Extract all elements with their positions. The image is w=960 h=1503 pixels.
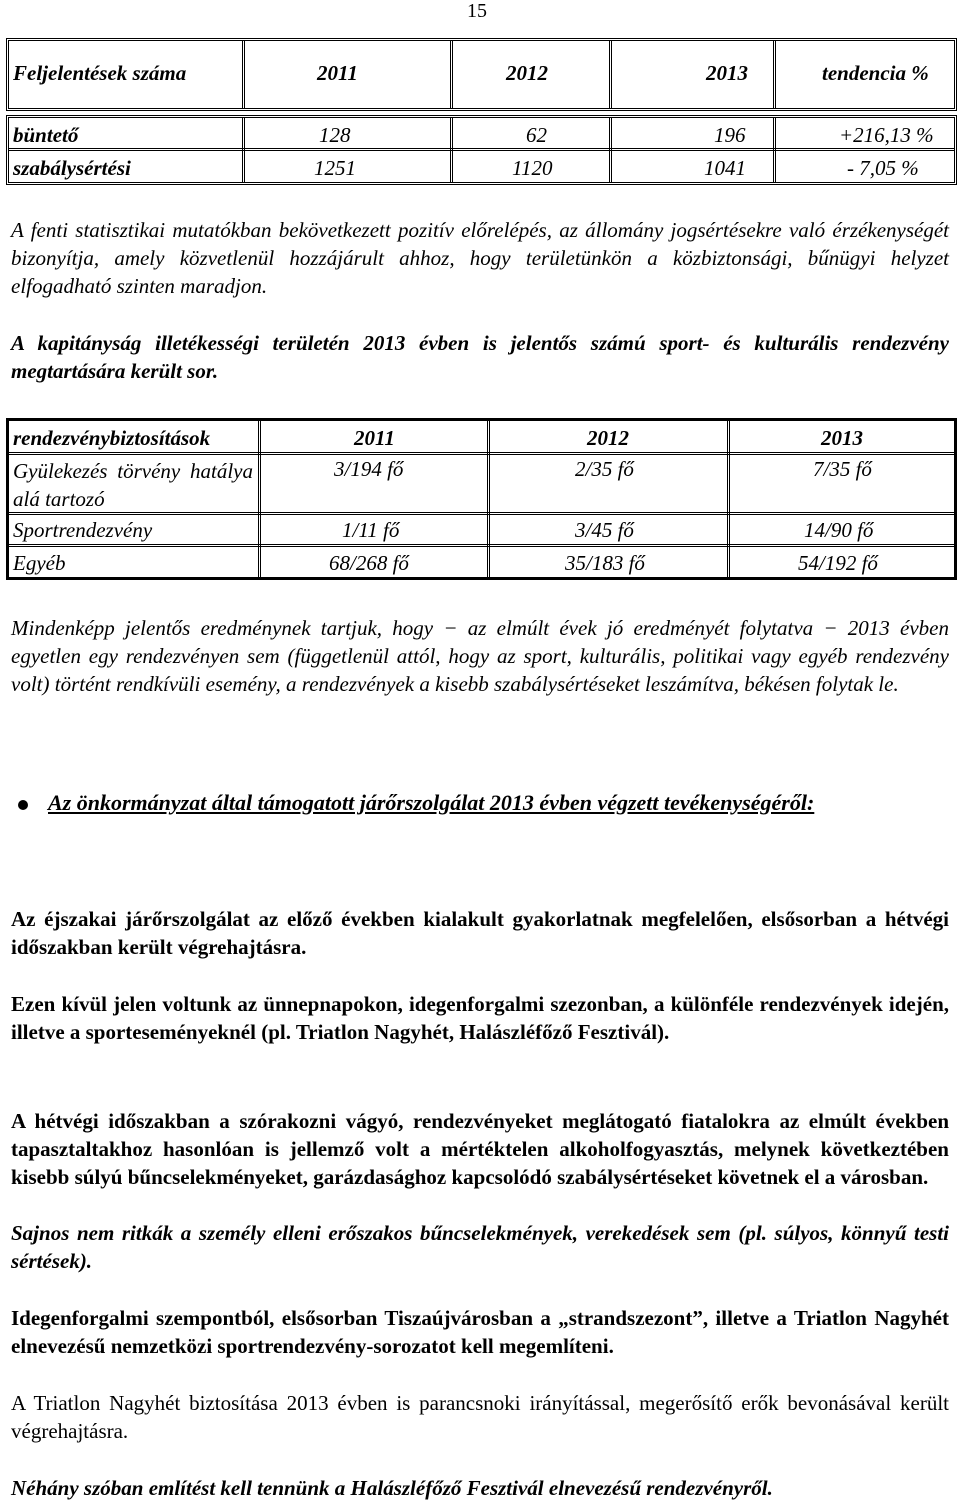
paragraph-weekend: A hétvégi időszakban a szórakozni vágyó, rendezvényeket meglátogató fiatalokra az elmúlt években tapasztaltakhoz hasonlóan is jellemző volt a mértéktelen alkoholfogyasztás, melynek következtében kisebb súlyú bűncselekményeket, garázdasághoz kapcsolódó szabálysértéseket követnek el a városban. (11, 1109, 949, 1189)
table1-row1-2011: 128 (319, 123, 351, 147)
table1-row2-label: szabálysértési (13, 156, 131, 180)
paragraph-violence: Sajnos nem ritkák a személy elleni erőszakos bűncselekmények, verekedések sem (pl. súlyos, könnyű testi sértések). (11, 1221, 949, 1273)
table2-header-2013: 2013 (821, 426, 863, 450)
table1-row2-2012: 1120 (512, 156, 553, 180)
table2-row1-label: Gyülekezés törvény hatálya alá tartozó (13, 459, 253, 511)
table2-row3-2013: 54/192 fő (798, 551, 878, 575)
table1-header-2012: 2012 (506, 61, 548, 85)
table2-row1-2011: 3/194 fő (334, 457, 404, 481)
bullet-icon (18, 800, 28, 810)
table2-row3-2011: 68/268 fő (329, 551, 409, 575)
table2-row2-2011: 1/11 fő (342, 518, 400, 542)
table2-header-label: rendezvénybiztosítások (13, 426, 211, 450)
table2-row2-2013: 14/90 fő (804, 518, 874, 542)
table1-header-label: Feljelentések száma (13, 61, 187, 85)
table1-row1-label: büntető (13, 123, 79, 147)
table1-row1-2013: 196 (714, 123, 746, 147)
crime-stats-table-header (6, 38, 957, 111)
page-number: 15 (467, 0, 487, 22)
table2-row3-label: Egyéb (13, 551, 66, 575)
crime-stats-table-body (6, 115, 957, 185)
table2-header-2011: 2011 (354, 426, 395, 450)
table1-row2-2011: 1251 (314, 156, 356, 180)
table1-row1-trend: +216,13 % (839, 123, 934, 147)
paragraph-triathlon: A Triatlon Nagyhét biztosítása 2013 évben is parancsnoki irányítással, megerősítő erők bevonásával került végrehajtásra. (11, 1391, 949, 1443)
event-security-table (6, 418, 957, 580)
section-heading: Az önkormányzat által támogatott járőrszolgálat 2013 évben végzett tevékenységéről: (48, 790, 815, 815)
paragraph-night-patrol: Az éjszakai járőrszolgálat az előző években kialakult gyakorlatnak megfelelően, elsősorban a hétvégi időszakban került végrehajtásra. (11, 907, 949, 959)
table1-header-2013: 2013 (706, 61, 748, 85)
table1-row2-trend: - 7,05 % (847, 156, 919, 180)
table2-row3-2012: 35/183 fő (565, 551, 645, 575)
table2-row2-label: Sportrendezvény (13, 518, 153, 542)
table2-row1-2012: 2/35 fő (575, 457, 634, 481)
table2-row2-2012: 3/45 fő (575, 518, 634, 542)
paragraph-tourism: Idegenforgalmi szempontból, elsősorban Tiszaújvárosban a „strandszezont”, illetve a Triatlon Nagyhét elnevezésű nemzetközi sportrendezvény-sorozatot kell megemlíteni. (11, 1306, 949, 1358)
table1-header-2011: 2011 (317, 61, 358, 85)
table1-row2-2013: 1041 (704, 156, 746, 180)
paragraph-events-result: Mindenképp jelentős eredménynek tartjuk, hogy − az elmúlt évek jó eredményét folytatva − 2013 évben egyetlen egy rendezvényen sem (függetlenül attól, hogy az sport, kulturális, politikai vagy egyéb rendezvény volt) történt rendkívüli esemény, a rendezvények a kisebb szabálysértéseket leszámítva, békésen folytak le. (11, 616, 949, 696)
paragraph-fish-soup-festival: Néhány szóban említést kell tennünk a Halászléfőző Fesztivál elnevezésű rendezvényről. (11, 1476, 773, 1500)
paragraph-events-intro: A kapitányság illetékességi területén 2013 évben is jelentős számú sport- és kulturális rendezvény megtartására került sor. (11, 331, 949, 383)
paragraph-holidays: Ezen kívül jelen voltunk az ünnepnapokon, idegenforgalmi szezonban, a különféle rendezvények idején, illetve a sporteseményeknél (pl. Triatlon Nagyhét, Halászléfőző Fesztivál). (11, 992, 949, 1044)
table1-row1-2012: 62 (526, 123, 547, 147)
table2-header-2012: 2012 (587, 426, 629, 450)
table1-header-trend: tendencia % (822, 61, 929, 85)
paragraph-statistics: A fenti statisztikai mutatókban bekövetkezett pozitív előrelépés, az állomány jogsértésekre való érzékenységét bizonyítja, amely közvetlenül hozzájárult ahhoz, hogy területünkön a közbiztonsági, bűnügyi helyzet elfogadható szinten maradjon. (11, 218, 949, 298)
table2-row1-2013: 7/35 fő (813, 457, 872, 481)
